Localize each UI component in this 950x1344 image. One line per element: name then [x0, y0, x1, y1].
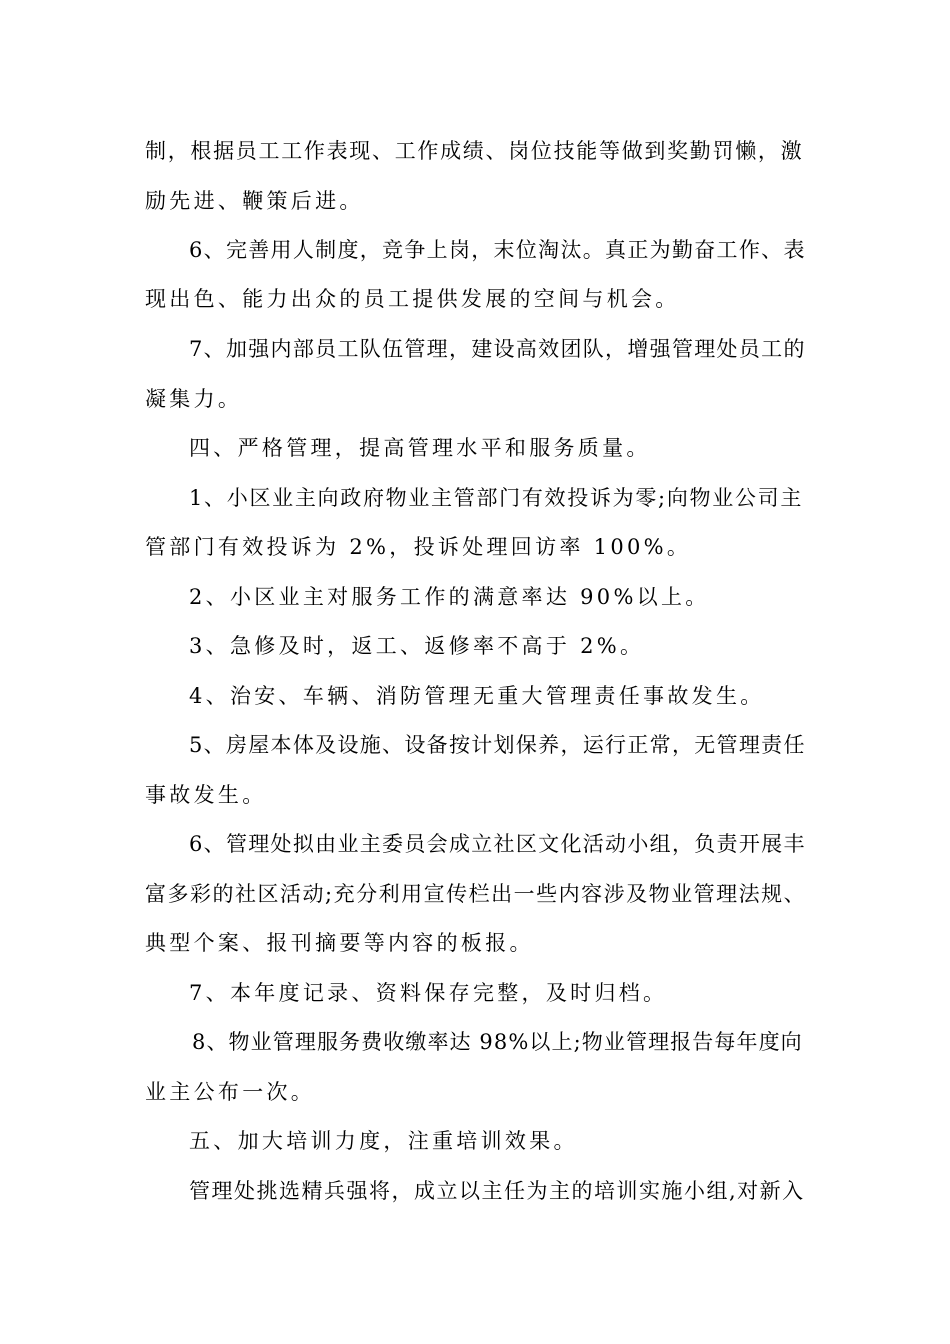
text-line: 管理处挑选精兵强将，成立以主任为主的培训实施小组,对新入: [189, 1179, 805, 1203]
text-line: 管部门有效投诉为 2%，投诉处理回访率 100%。: [145, 535, 692, 559]
text-line: 凝集力。: [145, 387, 243, 411]
section-heading-4: 四、严格管理，提高管理水平和服务质量。: [189, 436, 651, 460]
list-item-8: 8、物业管理服务费收缴率达 98%以上;物业管理报告每年度向: [192, 1030, 803, 1054]
list-item-6b: 6、管理处拟由业主委员会成立社区文化活动小组，负责开展丰: [189, 832, 806, 856]
text-line: 业主公布一次。: [145, 1080, 316, 1104]
list-item-6: 6、完善用人制度，竞争上岗，末位淘汰。真正为勤奋工作、表: [189, 238, 806, 262]
text-line: 制，根据员工工作表现、工作成绩、岗位技能等做到奖勤罚懒，激: [145, 139, 804, 163]
text-line: 励先进、鞭策后进。: [145, 189, 364, 213]
list-item-2: 2、小区业主对服务工作的满意率达 90%以上。: [189, 585, 710, 609]
text-line: 现出色、能力出众的员工提供发展的空间与机会。: [145, 287, 680, 311]
text-line: 典型个案、报刊摘要等内容的板报。: [145, 931, 534, 955]
list-item-7: 7、加强内部员工队伍管理，建设高效团队，增强管理处员工的: [189, 337, 806, 361]
section-heading-5: 五、加大培训力度，注重培训效果。: [189, 1129, 578, 1153]
list-item-1: 1、小区业主向政府物业主管部门有效投诉为零;向物业公司主: [189, 486, 804, 510]
list-item-7b: 7、本年度记录、资料保存完整，及时归档。: [189, 981, 668, 1005]
list-item-3: 3、急修及时，返工、返修率不高于 2%。: [189, 634, 645, 658]
text-line: 富多彩的社区活动;充分利用宣传栏出一些内容涉及物业管理法规、: [145, 882, 807, 906]
text-line: 事故发生。: [145, 783, 267, 807]
list-item-5: 5、房屋本体及设施、设备按计划保养，运行正常，无管理责任: [189, 733, 806, 757]
list-item-4: 4、治安、车辆、消防管理无重大管理责任事故发生。: [189, 684, 765, 708]
